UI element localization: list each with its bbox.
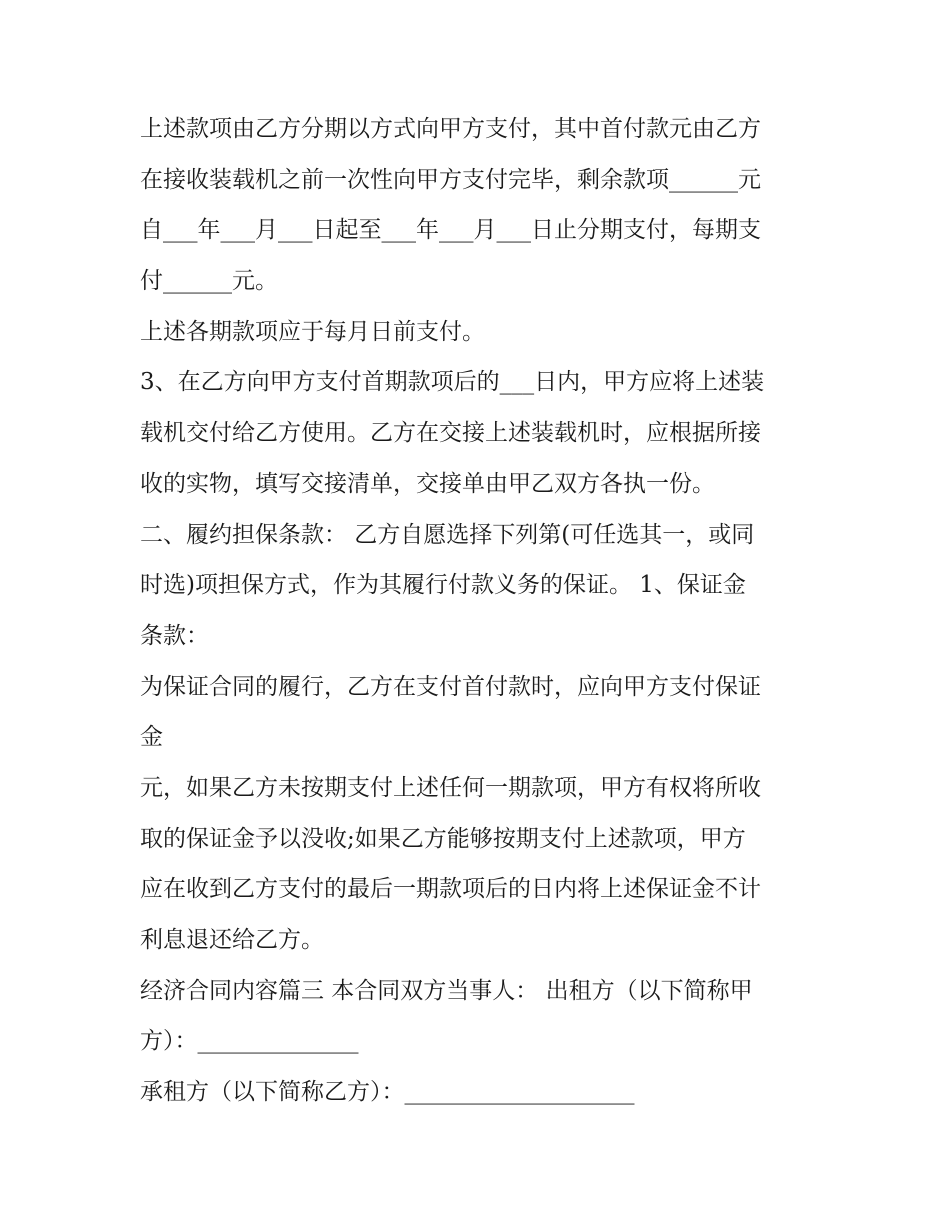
text-line: 条款： <box>140 622 209 649</box>
text-line: 承租方（以下简称乙方）：____________________ <box>140 1079 635 1106</box>
text-line: 方）：______________ <box>140 1028 359 1055</box>
text-line: 元，如果乙方未按期支付上述任何一期款项，甲方有权将所收 <box>140 774 761 801</box>
text-line: 为保证合同的履行，乙方在支付首付款时，应向甲方支付保证 <box>140 673 761 700</box>
text-line: 上述款项由乙方分期以方式向甲方支付，其中首付款元由乙方 <box>140 116 761 142</box>
text-line: 取的保证金予以没收;如果乙方能够按期支付上述款项，甲方 <box>140 825 746 852</box>
document-body <box>140 104 820 1118</box>
text-line: 应在收到乙方支付的最后一期款项后的日内将上述保证金不计 <box>140 876 761 903</box>
text-line: 上述各期款项应于每月日前支付。 <box>140 318 485 345</box>
text-line: 金 <box>140 724 163 751</box>
text-line: 利息退还给乙方。 <box>140 927 324 953</box>
text-line: 付______元。 <box>140 268 278 295</box>
text-line: 二、履约担保条款： 乙方自愿选择下列第(可任选其一，或同 <box>140 521 755 548</box>
text-line: 时选)项担保方式，作为其履行付款义务的保证。 1、保证金 <box>140 572 746 599</box>
text-line: 在接收装载机之前一次性向甲方支付完毕，剩余款项______元 <box>140 166 761 193</box>
text-line: 3、在乙方向甲方支付首期款项后的___日内，甲方应将上述装 <box>140 369 765 396</box>
text-line: 收的实物，填写交接清单，交接单由甲乙双方各执一份。 <box>140 470 715 497</box>
text-line: 自___年___月___日起至___年___月___日止分期支付，每期支 <box>140 217 761 244</box>
text-line: 经济合同内容篇三 本合同双方当事人： 出租方（以下简称甲 <box>140 977 753 1004</box>
text-line: 载机交付给乙方使用。乙方在交接上述装载机时，应根据所接 <box>140 420 761 447</box>
